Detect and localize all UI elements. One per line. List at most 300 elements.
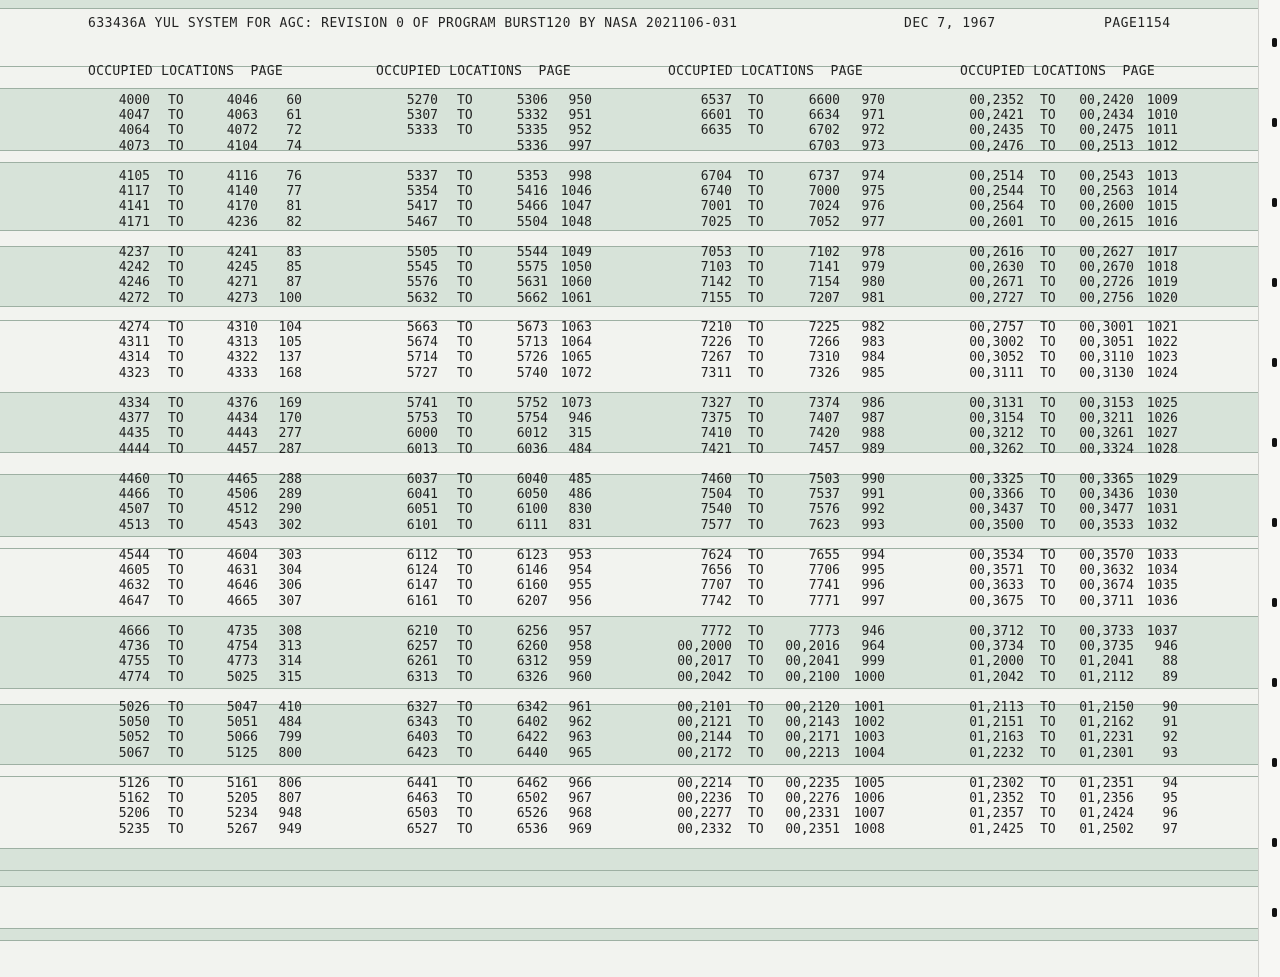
range-start: 4755 [118, 654, 150, 669]
range-start: 00,2421 [969, 108, 1024, 123]
range-start: 6037 [406, 472, 438, 487]
to-label: TO [168, 123, 184, 138]
range-end: 5205 [226, 791, 258, 806]
range-start: 00,2514 [969, 169, 1024, 184]
feed-hole [1272, 598, 1277, 607]
range-start: 4274 [118, 320, 150, 335]
range-end: 5754 [516, 411, 548, 426]
feed-hole [1272, 38, 1277, 47]
page-number: 1013 [1146, 169, 1178, 184]
range-start: 00,2476 [969, 139, 1024, 154]
page-number: 1019 [1146, 275, 1178, 290]
range-end: 6111 [516, 518, 548, 533]
page-number: 968 [568, 806, 592, 821]
column-header-3: OCCUPIED LOCATIONS PAGE [668, 64, 864, 79]
to-label: TO [1040, 442, 1056, 457]
feed-hole [1272, 358, 1277, 367]
range-start: 7327 [700, 396, 732, 411]
range-start: 00,2630 [969, 260, 1024, 275]
range-start: 7540 [700, 502, 732, 517]
to-label: TO [748, 123, 764, 138]
page-number: 1048 [560, 215, 592, 230]
page-number: 104 [278, 320, 302, 335]
to-label: TO [457, 563, 473, 578]
range-end: 6040 [516, 472, 548, 487]
to-label: TO [457, 472, 473, 487]
page-number: 1047 [560, 199, 592, 214]
feed-hole [1272, 118, 1277, 127]
range-start: 00,3712 [969, 624, 1024, 639]
range-start: 5126 [118, 776, 150, 791]
to-label: TO [748, 578, 764, 593]
range-end: 4063 [226, 108, 258, 123]
range-end: 7266 [808, 335, 840, 350]
to-label: TO [748, 199, 764, 214]
range-start: 6161 [406, 594, 438, 609]
page-number: 993 [861, 518, 885, 533]
range-end: 4512 [226, 502, 258, 517]
to-label: TO [748, 715, 764, 730]
range-end: 4754 [226, 639, 258, 654]
to-label: TO [748, 93, 764, 108]
range-start: 6463 [406, 791, 438, 806]
to-label: TO [457, 442, 473, 457]
range-start: 7624 [700, 548, 732, 563]
page-number: 289 [278, 487, 302, 502]
range-start: 00,2564 [969, 199, 1024, 214]
page-number: 990 [861, 472, 885, 487]
column-header-2: OCCUPIED LOCATIONS PAGE [376, 64, 572, 79]
to-label: TO [748, 594, 764, 609]
to-label: TO [457, 822, 473, 837]
range-start: 4666 [118, 624, 150, 639]
range-end: 5713 [516, 335, 548, 350]
range-end: 7102 [808, 245, 840, 260]
page-number: 290 [278, 502, 302, 517]
page-number: 1017 [1146, 245, 1178, 260]
range-end: 00,2016 [785, 639, 840, 654]
to-label: TO [1040, 746, 1056, 761]
range-end: 4245 [226, 260, 258, 275]
range-end: 5662 [516, 291, 548, 306]
range-start: 7025 [700, 215, 732, 230]
to-label: TO [168, 426, 184, 441]
range-start: 6343 [406, 715, 438, 730]
page-number: 485 [568, 472, 592, 487]
range-end: 00,2563 [1079, 184, 1134, 199]
to-label: TO [168, 335, 184, 350]
range-end: 4506 [226, 487, 258, 502]
to-label: TO [168, 199, 184, 214]
page-number: 1050 [560, 260, 592, 275]
feed-hole [1272, 198, 1277, 207]
page-number: 287 [278, 442, 302, 457]
to-label: TO [168, 654, 184, 669]
to-label: TO [1040, 93, 1056, 108]
range-start: 6101 [406, 518, 438, 533]
page-number: 970 [861, 93, 885, 108]
page-number: 1035 [1146, 578, 1178, 593]
to-label: TO [168, 578, 184, 593]
page-number: 1012 [1146, 139, 1178, 154]
page-number: 315 [568, 426, 592, 441]
range-end: 7052 [808, 215, 840, 230]
to-label: TO [1040, 472, 1056, 487]
range-start: 5576 [406, 275, 438, 290]
range-start: 01,2042 [969, 670, 1024, 685]
page-number: 486 [568, 487, 592, 502]
range-start: 5067 [118, 746, 150, 761]
page-number: 973 [861, 139, 885, 154]
page-number: 1005 [853, 776, 885, 791]
range-start: 6000 [406, 426, 438, 441]
to-label: TO [168, 169, 184, 184]
range-end: 7771 [808, 594, 840, 609]
range-start: 6503 [406, 806, 438, 821]
range-end: 6440 [516, 746, 548, 761]
page-number: 307 [278, 594, 302, 609]
range-start: 4237 [118, 245, 150, 260]
range-end: 4665 [226, 594, 258, 609]
range-end: 5673 [516, 320, 548, 335]
to-label: TO [748, 806, 764, 821]
range-start: 00,3366 [969, 487, 1024, 502]
page-number: 972 [861, 123, 885, 138]
range-end: 01,2351 [1079, 776, 1134, 791]
range-start: 5727 [406, 366, 438, 381]
range-end: 4376 [226, 396, 258, 411]
to-label: TO [168, 366, 184, 381]
to-label: TO [1040, 335, 1056, 350]
to-label: TO [1040, 670, 1056, 685]
ruled-line [0, 928, 1258, 929]
range-start: 01,2000 [969, 654, 1024, 669]
range-start: 6635 [700, 123, 732, 138]
range-end: 4631 [226, 563, 258, 578]
range-start: 5674 [406, 335, 438, 350]
page-number: 170 [278, 411, 302, 426]
to-label: TO [457, 291, 473, 306]
range-start: 5333 [406, 123, 438, 138]
range-end: 00,2420 [1079, 93, 1134, 108]
page-number: 979 [861, 260, 885, 275]
range-start: 4314 [118, 350, 150, 365]
range-end: 6342 [516, 700, 548, 715]
page-number: 952 [568, 123, 592, 138]
page-number: 89 [1162, 670, 1178, 685]
range-end: 5047 [226, 700, 258, 715]
feed-hole [1272, 908, 1277, 917]
page-number: 1063 [560, 320, 592, 335]
to-label: TO [168, 93, 184, 108]
to-label: TO [748, 350, 764, 365]
to-label: TO [748, 169, 764, 184]
page-number: 985 [861, 366, 885, 381]
range-start: 00,2544 [969, 184, 1024, 199]
to-label: TO [748, 411, 764, 426]
to-label: TO [168, 639, 184, 654]
range-start: 00,2172 [677, 746, 732, 761]
page-number: 991 [861, 487, 885, 502]
to-label: TO [168, 518, 184, 533]
range-start: 4242 [118, 260, 150, 275]
page-number: 983 [861, 335, 885, 350]
range-end: 5466 [516, 199, 548, 214]
range-start: 00,2435 [969, 123, 1024, 138]
range-end: 4604 [226, 548, 258, 563]
range-start: 4141 [118, 199, 150, 214]
page-number: 484 [278, 715, 302, 730]
range-start: 5162 [118, 791, 150, 806]
range-start: 00,3002 [969, 335, 1024, 350]
tractor-feed-strip [1258, 0, 1280, 977]
to-label: TO [1040, 245, 1056, 260]
range-end: 4310 [226, 320, 258, 335]
to-label: TO [1040, 260, 1056, 275]
range-end: 5267 [226, 822, 258, 837]
range-start: 4632 [118, 578, 150, 593]
range-start: 5714 [406, 350, 438, 365]
to-label: TO [1040, 411, 1056, 426]
range-start: 7504 [700, 487, 732, 502]
range-end: 6462 [516, 776, 548, 791]
range-end: 5336 [516, 139, 548, 154]
page-number: 982 [861, 320, 885, 335]
range-start: 6210 [406, 624, 438, 639]
range-end: 00,2434 [1079, 108, 1134, 123]
range-end: 00,3130 [1079, 366, 1134, 381]
page-number: 975 [861, 184, 885, 199]
range-end: 00,2543 [1079, 169, 1134, 184]
page-number: 72 [286, 123, 302, 138]
page-number: 1021 [1146, 320, 1178, 335]
range-start: 00,3534 [969, 548, 1024, 563]
page-number: 1036 [1146, 594, 1178, 609]
page-number: 1031 [1146, 502, 1178, 517]
range-start: 00,3675 [969, 594, 1024, 609]
to-label: TO [1040, 730, 1056, 745]
ruled-line [0, 162, 1258, 163]
range-end: 5332 [516, 108, 548, 123]
page-number: 1007 [853, 806, 885, 821]
page-number: 82 [286, 215, 302, 230]
to-label: TO [748, 442, 764, 457]
page-number: 1008 [853, 822, 885, 837]
ruled-line [0, 616, 1258, 617]
range-start: 5354 [406, 184, 438, 199]
to-label: TO [168, 700, 184, 715]
to-label: TO [1040, 366, 1056, 381]
range-start: 6013 [406, 442, 438, 457]
range-end: 00,3533 [1079, 518, 1134, 533]
range-end: 4271 [226, 275, 258, 290]
range-start: 4466 [118, 487, 150, 502]
range-end: 6100 [516, 502, 548, 517]
to-label: TO [457, 624, 473, 639]
to-label: TO [168, 776, 184, 791]
range-start: 00,2616 [969, 245, 1024, 260]
to-label: TO [1040, 139, 1056, 154]
page-number: 807 [278, 791, 302, 806]
range-start: 01,2151 [969, 715, 1024, 730]
range-start: 4272 [118, 291, 150, 306]
page-number: 85 [286, 260, 302, 275]
page-number: 998 [568, 169, 592, 184]
page-number: 1011 [1146, 123, 1178, 138]
page-number: 969 [568, 822, 592, 837]
page-number: 799 [278, 730, 302, 745]
page-number: 88 [1162, 654, 1178, 669]
range-end: 01,2231 [1079, 730, 1134, 745]
page-number: 962 [568, 715, 592, 730]
to-label: TO [457, 548, 473, 563]
page-number: 304 [278, 563, 302, 578]
ruled-line [0, 306, 1258, 307]
range-start: 5505 [406, 245, 438, 260]
range-end: 7407 [808, 411, 840, 426]
to-label: TO [168, 275, 184, 290]
range-start: 01,2352 [969, 791, 1024, 806]
range-start: 6327 [406, 700, 438, 715]
range-end: 00,2276 [785, 791, 840, 806]
range-end: 6526 [516, 806, 548, 821]
ruled-line [0, 764, 1258, 765]
range-end: 00,2351 [785, 822, 840, 837]
range-end: 7655 [808, 548, 840, 563]
range-start: 00,2144 [677, 730, 732, 745]
range-end: 7457 [808, 442, 840, 457]
range-end: 4104 [226, 139, 258, 154]
range-end: 6634 [808, 108, 840, 123]
feed-hole [1272, 838, 1277, 847]
range-start: 7742 [700, 594, 732, 609]
ruled-line [0, 886, 1258, 887]
page-number: 1009 [1146, 93, 1178, 108]
page-number: 948 [278, 806, 302, 821]
column-header-4: OCCUPIED LOCATIONS PAGE [960, 64, 1156, 79]
to-label: TO [748, 700, 764, 715]
range-end: 00,3570 [1079, 548, 1134, 563]
to-label: TO [457, 502, 473, 517]
page-number: 137 [278, 350, 302, 365]
range-start: 00,2236 [677, 791, 732, 806]
range-start: 6051 [406, 502, 438, 517]
to-label: TO [1040, 502, 1056, 517]
range-start: 5545 [406, 260, 438, 275]
range-end: 00,3051 [1079, 335, 1134, 350]
range-end: 7706 [808, 563, 840, 578]
to-label: TO [168, 791, 184, 806]
page-number: 995 [861, 563, 885, 578]
range-start: 4334 [118, 396, 150, 411]
to-label: TO [1040, 594, 1056, 609]
range-end: 5416 [516, 184, 548, 199]
range-end: 6703 [808, 139, 840, 154]
page-number: 96 [1162, 806, 1178, 821]
to-label: TO [457, 215, 473, 230]
range-end: 5306 [516, 93, 548, 108]
to-label: TO [457, 487, 473, 502]
to-label: TO [1040, 275, 1056, 290]
page-number: 960 [568, 670, 592, 685]
to-label: TO [457, 123, 473, 138]
page-number: 87 [286, 275, 302, 290]
page-number: 83 [286, 245, 302, 260]
range-start: 5206 [118, 806, 150, 821]
to-label: TO [168, 396, 184, 411]
page-number: 956 [568, 594, 592, 609]
to-label: TO [748, 108, 764, 123]
to-label: TO [457, 806, 473, 821]
range-end: 4313 [226, 335, 258, 350]
to-label: TO [457, 670, 473, 685]
to-label: TO [1040, 624, 1056, 639]
to-label: TO [1040, 291, 1056, 306]
page-number: 1073 [560, 396, 592, 411]
to-label: TO [748, 624, 764, 639]
range-end: 7374 [808, 396, 840, 411]
page-number: 1028 [1146, 442, 1178, 457]
range-end: 6146 [516, 563, 548, 578]
range-end: 7326 [808, 366, 840, 381]
range-end: 01,2041 [1079, 654, 1134, 669]
feed-hole [1272, 438, 1277, 447]
range-end: 00,2143 [785, 715, 840, 730]
range-start: 01,2425 [969, 822, 1024, 837]
page-number: 77 [286, 184, 302, 199]
page-number: 806 [278, 776, 302, 791]
range-end: 6312 [516, 654, 548, 669]
green-bar-band [0, 848, 1258, 886]
to-label: TO [748, 563, 764, 578]
to-label [457, 140, 478, 154]
page-number: 93 [1162, 746, 1178, 761]
to-label: TO [168, 215, 184, 230]
feed-hole [1272, 758, 1277, 767]
to-label: TO [748, 776, 764, 791]
to-label: TO [1040, 426, 1056, 441]
range-start: 6112 [406, 548, 438, 563]
range-end: 5504 [516, 215, 548, 230]
range-end: 4116 [226, 169, 258, 184]
to-label: TO [748, 215, 764, 230]
to-label: TO [457, 335, 473, 350]
page-number: 303 [278, 548, 302, 563]
page-number: 946 [568, 411, 592, 426]
page-number: 953 [568, 548, 592, 563]
page-number: 974 [861, 169, 885, 184]
page-number: 989 [861, 442, 885, 457]
green-bar-band [0, 0, 1258, 8]
range-start: 7421 [700, 442, 732, 457]
header-date: DEC 7, 1967 [904, 16, 996, 31]
range-end: 4170 [226, 199, 258, 214]
range-end: 01,2150 [1079, 700, 1134, 715]
range-end: 4434 [226, 411, 258, 426]
range-start: 7707 [700, 578, 732, 593]
to-label: TO [748, 335, 764, 350]
page-number: 946 [861, 624, 885, 639]
range-end: 00,2726 [1079, 275, 1134, 290]
range-start: 00,3212 [969, 426, 1024, 441]
page-number: 800 [278, 746, 302, 761]
range-end: 5726 [516, 350, 548, 365]
range-end: 7773 [808, 624, 840, 639]
to-label: TO [168, 594, 184, 609]
to-label: TO [457, 654, 473, 669]
page-number: 958 [568, 639, 592, 654]
range-end: 6502 [516, 791, 548, 806]
